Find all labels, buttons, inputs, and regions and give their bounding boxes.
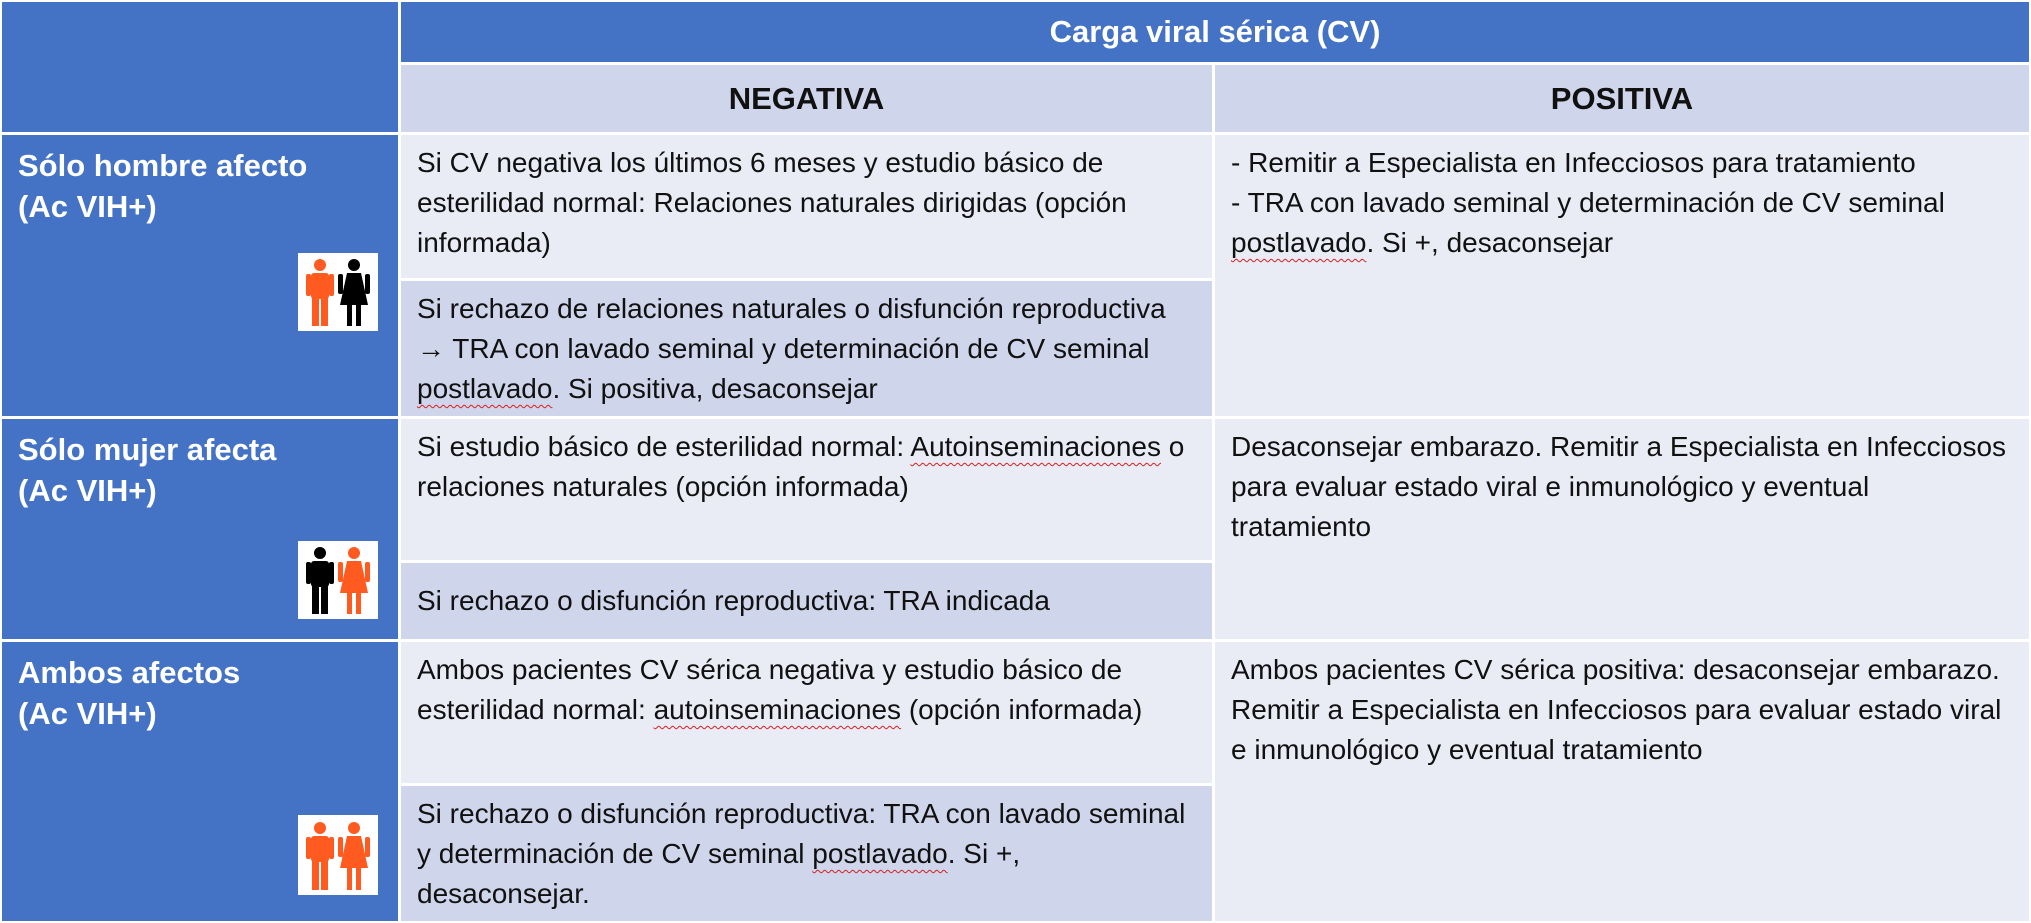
row3-negative-text-b — [417, 794, 1196, 914]
row1-positive-cell — [1215, 135, 2029, 416]
row-label-line1: Ambos afectos — [18, 655, 241, 690]
row1-negative-cell-a — [401, 135, 1212, 278]
row2-positive-cell — [1215, 419, 2029, 639]
row1-negative-cell-b — [401, 281, 1212, 416]
man-affected-woman-not-icon — [298, 253, 378, 331]
row3-negb-word: postlavado — [812, 838, 948, 869]
row3-positive-text: Ambos pacientes CV sérica positiva: desaconsejar embarazo. Remitir a Especialista en Infecciosos para evaluar estado viral e inmunológico y eventual tratamiento — [1231, 654, 2002, 765]
row3-nega-pre: Ambos pacientes CV sérica negativa y estudio básico de esterilidad normal: — [417, 654, 1123, 725]
row1-negative-text-b — [417, 289, 1196, 409]
row1-positive-line2 — [1231, 183, 2013, 263]
row1-pos2-word: postlavado — [1231, 227, 1367, 258]
negative-header-label: NEGATIVA — [728, 80, 885, 116]
row1-negative-text-a: Si CV negativa los últimos 6 meses y estudio básico de esterilidad normal: Relaciones naturales dirigidas (opción informada) — [417, 147, 1127, 258]
serum-viral-load-header — [401, 2, 2029, 62]
row1-positive-line1: - Remitir a Especialista en Infecciosos para tratamiento — [1231, 147, 1916, 178]
negative-column-header — [401, 65, 1212, 132]
row3-negb-pre: Si rechazo o disfunción reproductiva: TRA con lavado seminal y determinación de CV seminal — [417, 798, 1186, 869]
row2-nega-word: Autoinseminaciones — [910, 431, 1161, 462]
woman-affected-man-not-icon — [298, 541, 378, 619]
both-affected-icon — [298, 815, 378, 895]
row1-negb-pre: Si rechazo de relaciones naturales o disfunción reproductiva → TRA con lavado seminal y determinación de CV seminal — [417, 293, 1166, 364]
row-label-line2: (Ac VIH+) — [18, 473, 157, 508]
row-label-line2: (Ac VIH+) — [18, 189, 157, 224]
row2-positive-text: Desaconsejar embarazo. Remitir a Especialista en Infecciosos para evaluar estado viral e inmunológico y eventual tratamiento — [1231, 431, 2007, 542]
row2-nega-pre: Si estudio básico de esterilidad normal: — [417, 431, 911, 462]
header-title: Carga viral sérica (CV) — [1049, 14, 1381, 49]
row1-pos2-post: . Si +, desaconsejar — [1366, 227, 1614, 258]
row1-negb-post: . Si positiva, desaconsejar — [552, 373, 878, 404]
row3-nega-post: (opción informada) — [901, 694, 1143, 725]
row2-negative-text-a — [417, 427, 1196, 507]
positive-column-header — [1215, 65, 2029, 132]
row3-negative-text-a — [417, 650, 1196, 730]
row3-nega-word: autoinseminaciones — [653, 694, 902, 725]
row2-negative-cell-a — [401, 419, 1212, 560]
row1-pos2-pre: - TRA con lavado seminal y determinación de CV seminal — [1231, 187, 1945, 218]
row1-negb-word: postlavado — [417, 373, 553, 404]
row3-positive-cell — [1215, 642, 2029, 921]
row-label-line2: (Ac VIH+) — [18, 696, 157, 731]
row-label-line1: Sólo hombre afecto — [18, 148, 308, 183]
header-corner — [2, 2, 398, 132]
row2-nega-post: o relaciones naturales (opción informada) — [417, 431, 1185, 502]
row3-negb-post: . Si +, desaconsejar. — [417, 838, 1021, 909]
row3-negative-cell-b — [401, 786, 1212, 921]
row2-negative-text-b: Si rechazo o disfunción reproductiva: TRA indicada — [417, 585, 1050, 616]
row-label-line1: Sólo mujer afecta — [18, 432, 277, 467]
positive-header-label: POSITIVA — [1550, 80, 1694, 116]
row3-negative-cell-a — [401, 642, 1212, 783]
row2-negative-cell-b — [401, 563, 1212, 639]
